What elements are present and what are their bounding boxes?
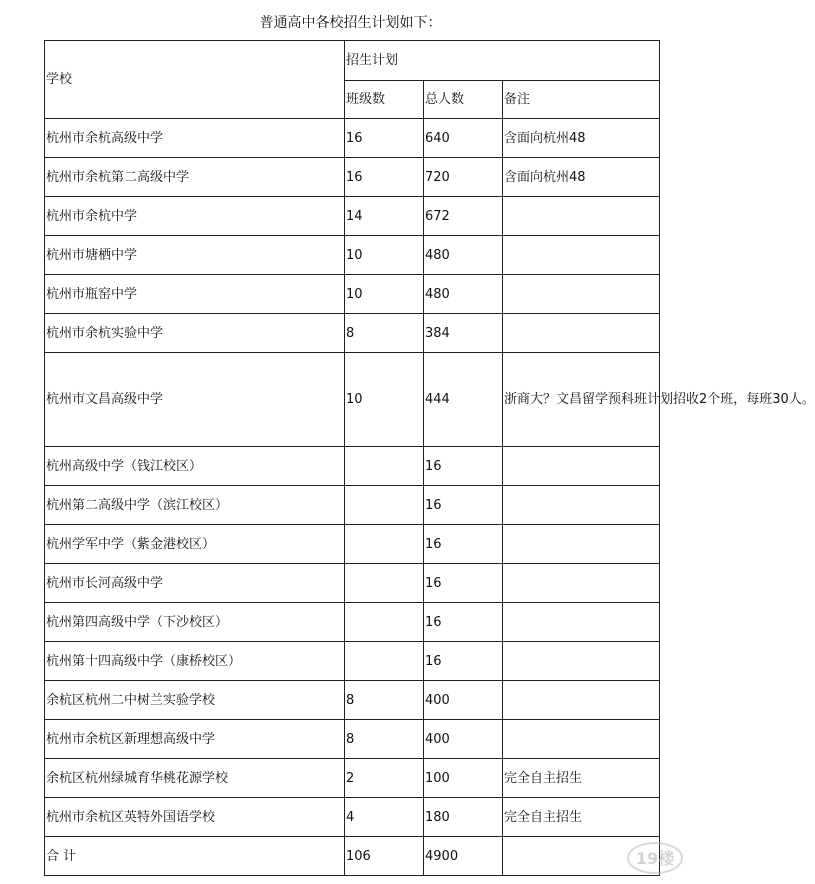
cell-school: 杭州市文昌高级中学 [45, 353, 345, 447]
cell-total: 16 [424, 564, 503, 603]
cell-total: 16 [424, 642, 503, 681]
cell-school: 杭州市塘栖中学 [45, 236, 345, 275]
cell-total: 4900 [424, 837, 503, 876]
table-row [45, 603, 660, 642]
enrollment-plan-table [44, 40, 815, 876]
table-row [45, 798, 660, 837]
cell-total: 640 [424, 119, 503, 158]
cell-school: 余杭区杭州二中树兰实验学校 [45, 681, 345, 720]
cell-classes [345, 525, 424, 564]
table-row [45, 564, 660, 603]
table-row [45, 681, 660, 720]
cell-school: 杭州市余杭实验中学 [45, 314, 345, 353]
cell-total: 180 [424, 798, 503, 837]
cell-note: 浙商大？文昌留学预科班计划招收2个班，每班30人。 [503, 353, 660, 447]
cell-note [503, 275, 660, 314]
header-school: 学校 [45, 41, 345, 119]
cell-school: 杭州第十四高级中学（康桥校区） [45, 642, 345, 681]
cell-note [503, 681, 660, 720]
table-row [45, 353, 660, 447]
cell-note [503, 236, 660, 275]
table-row [45, 158, 660, 197]
cell-school: 杭州市瓶窑中学 [45, 275, 345, 314]
cell-classes: 2 [345, 759, 424, 798]
page-caption: 普通高中各校招生计划如下： [259, 15, 442, 31]
cell-school: 杭州市余杭区英特外国语学校 [45, 798, 345, 837]
cell-total: 16 [424, 447, 503, 486]
cell-note: 含面向杭州48 [503, 158, 660, 197]
cell-total: 16 [424, 603, 503, 642]
cell-classes: 8 [345, 681, 424, 720]
table-row [45, 720, 660, 759]
cell-school: 杭州第四高级中学（下沙校区） [45, 603, 345, 642]
table-row [45, 197, 660, 236]
table-row [45, 837, 660, 876]
cell-note [503, 486, 660, 525]
cell-classes [345, 603, 424, 642]
cell-note: 完全自主招生 [503, 759, 660, 798]
table-row [45, 314, 660, 353]
cell-total: 16 [424, 525, 503, 564]
cell-classes: 4 [345, 798, 424, 837]
cell-note [503, 525, 660, 564]
header-row-1 [45, 41, 660, 81]
cell-total: 400 [424, 720, 503, 759]
cell-total: 100 [424, 759, 503, 798]
watermark-text: 19楼 [635, 849, 675, 868]
cell-total: 384 [424, 314, 503, 353]
cell-total: 16 [424, 486, 503, 525]
cell-note [503, 564, 660, 603]
cell-school: 杭州市余杭高级中学 [45, 119, 345, 158]
cell-note [503, 720, 660, 759]
cell-total: 400 [424, 681, 503, 720]
cell-school: 杭州市余杭第二高级中学 [45, 158, 345, 197]
cell-note [503, 447, 660, 486]
cell-school: 杭州市余杭区新理想高级中学 [45, 720, 345, 759]
table-row [45, 447, 660, 486]
cell-note [503, 642, 660, 681]
cell-classes: 10 [345, 275, 424, 314]
cell-school: 杭州市长河高级中学 [45, 564, 345, 603]
cell-classes: 10 [345, 353, 424, 447]
cell-total: 444 [424, 353, 503, 447]
table-row [45, 642, 660, 681]
cell-classes: 106 [345, 837, 424, 876]
cell-note [503, 197, 660, 236]
cell-classes: 8 [345, 314, 424, 353]
cell-school: 杭州学军中学（紫金港校区） [45, 525, 345, 564]
cell-classes: 16 [345, 158, 424, 197]
header-total: 总人数 [424, 81, 503, 119]
table-row [45, 119, 660, 158]
watermark-19lou-logo [625, 838, 689, 878]
cell-classes [345, 564, 424, 603]
cell-classes: 8 [345, 720, 424, 759]
cell-school: 余杭区杭州绿城育华桃花源学校 [45, 759, 345, 798]
table-row [45, 525, 660, 564]
cell-note: 含面向杭州48 [503, 119, 660, 158]
header-classes: 班级数 [345, 81, 424, 119]
cell-total: 720 [424, 158, 503, 197]
cell-classes [345, 447, 424, 486]
table-row [45, 486, 660, 525]
cell-note [503, 603, 660, 642]
cell-note: 完全自主招生 [503, 798, 660, 837]
cell-classes: 14 [345, 197, 424, 236]
cell-total: 672 [424, 197, 503, 236]
cell-classes [345, 642, 424, 681]
table-row [45, 275, 660, 314]
cell-classes [345, 486, 424, 525]
cell-school: 杭州市余杭中学 [45, 197, 345, 236]
cell-school: 杭州高级中学（钱江校区） [45, 447, 345, 486]
cell-classes: 10 [345, 236, 424, 275]
cell-school: 合 计 [45, 837, 345, 876]
header-plan: 招生计划 [345, 41, 660, 81]
cell-classes: 16 [345, 119, 424, 158]
table-row [45, 759, 660, 798]
cell-note [503, 314, 660, 353]
cell-total: 480 [424, 275, 503, 314]
cell-school: 杭州第二高级中学（滨江校区） [45, 486, 345, 525]
table-row [45, 236, 660, 275]
cell-total: 480 [424, 236, 503, 275]
header-note: 备注 [503, 81, 660, 119]
